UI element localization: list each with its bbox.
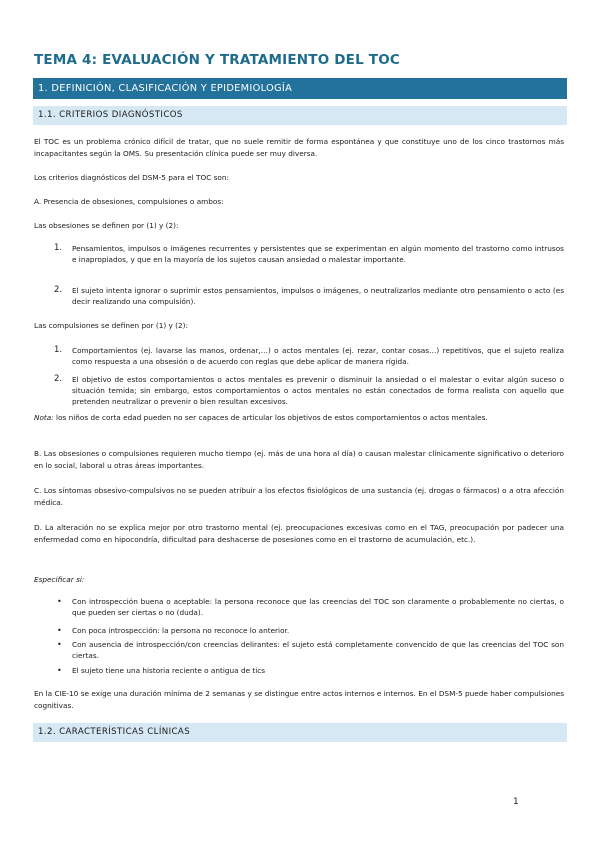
list-item-text: Con introspección buena o aceptable: la persona reconoce que las creencias del TOC son claramente o probablemente no ciertas, o que pueden ser ciertas o no (duda).	[72, 597, 564, 618]
subsection-heading-1-2: 1.2. CARACTERÍSTICAS CLÍNICAS	[33, 723, 567, 742]
compulsions-intro: Las compulsiones se definen por (1) y (2):	[34, 321, 188, 330]
section-heading-1: 1. DEFINICIÓN, CLASIFICACIÓN Y EPIDEMIOLOGÍA	[33, 78, 567, 99]
document-title: TEMA 4: EVALUACIÓN Y TRATAMIENTO DEL TOC	[34, 52, 401, 68]
compulsion-item-1	[54, 345, 564, 367]
specify-label: Especificar si:	[34, 575, 85, 584]
specifier-item-1	[54, 596, 564, 618]
compulsion-item-2	[54, 374, 564, 408]
list-number: 2.	[54, 285, 63, 295]
list-item-text: El objetivo de estos comportamientos o actos mentales es prevenir o disminuir la ansiedad o el malestar o evitar algún suceso o situación temida; sin embargo, estos comportamientos o actos mentales no están conectados de forma realista con aquello que pretenden neutralizar o prevenir o bien resultan excesivos.	[72, 375, 564, 407]
list-item-text: El sujeto tiene una historia reciente o antigua de tics	[72, 666, 266, 675]
cie-paragraph: En la CIE-10 se exige una duración mínima de 2 semanas y se distingue entre actos internos e internos. En el DSM-5 puede haber compulsiones cognitivas.	[34, 689, 564, 710]
intro-paragraph: El TOC es un problema crónico difícil de tratar, que no suele remitir de forma espontánea y que constituye uno de los cinco trastornos más incapacitantes según la OMS. Su presentación clínica puede ser muy diversa.	[34, 137, 564, 158]
list-item-text: El sujeto intenta ignorar o suprimir estos pensamientos, impulsos o imágenes, o neutralizarlos mediante otro pensamiento o acto (es decir realizando una compulsión).	[72, 286, 564, 307]
list-item-text: Pensamientos, impulsos o imágenes recurrentes y persistentes que se experimentan en algún momento del trastorno como intrusos e inapropiados, y que en la mayoría de los sujetos causan ansiedad o malestar importante.	[72, 244, 564, 265]
page-number: 1	[513, 797, 519, 807]
criterion-b: B. Las obsesiones o compulsiones requieren mucho tiempo (ej. más de una hora al día) o causan malestar clínicamente significativo o deterioro en lo social, laboral u otras áreas importantes.	[34, 449, 564, 470]
criterion-c: C. Los síntomas obsesivo-compulsivos no se pueden atribuir a los efectos fisiológicos de una sustancia (ej. drogas o fármacos) o a otra afección médica.	[34, 486, 564, 507]
list-number: 2.	[54, 374, 63, 384]
list-item-text: Comportamientos (ej. lavarse las manos, ordenar,…) o actos mentales (ej. rezar, contar cosas…) repetitivos, que el sujeto realiza como respuesta a una obsesión o de acuerdo con reglas que debe aplicar de manera rígida.	[72, 346, 564, 367]
list-item-text: Con poca introspección: la persona no reconoce lo anterior.	[72, 626, 290, 635]
list-number: 1.	[54, 345, 63, 355]
note-label: Nota:	[34, 413, 54, 422]
list-number: 1.	[54, 243, 63, 253]
list-item-text: Con ausencia de introspección/con creencias delirantes: el sujeto está completamente convencido de que las creencias del TOC son ciertas.	[72, 640, 564, 661]
criterion-d: D. La alteración no se explica mejor por otro trastorno mental (ej. preocupaciones excesivas como en el TAG, preocupación por padecer una enfermedad como en hipocondría, dificultad para deshacerse de posesiones como en el trastorno de acumulación, etc.).	[34, 523, 564, 544]
criterion-a: A. Presencia de obsesiones, compulsiones o ambos:	[34, 197, 224, 206]
obsession-item-2	[54, 285, 564, 307]
criteria-intro: Los criterios diagnósticos del DSM-5 para el TOC son:	[34, 173, 229, 182]
specifier-item-4	[54, 665, 564, 676]
bullet-icon: •	[57, 666, 62, 675]
subsection-heading-1-1: 1.1. CRITERIOS DIAGNÓSTICOS	[33, 106, 567, 125]
note-paragraph	[34, 412, 564, 424]
obsessions-intro: Las obsesiones se definen por (1) y (2):	[34, 221, 179, 230]
bullet-icon: •	[57, 597, 62, 606]
bullet-icon: •	[57, 626, 62, 635]
specifier-item-3	[54, 639, 564, 661]
note-text: los niños de corta edad pueden no ser capaces de articular los objetivos de estos comportamientos o actos mentales.	[53, 413, 488, 422]
bullet-icon: •	[57, 640, 62, 649]
specifier-item-2	[54, 625, 564, 636]
obsession-item-1	[54, 243, 564, 265]
